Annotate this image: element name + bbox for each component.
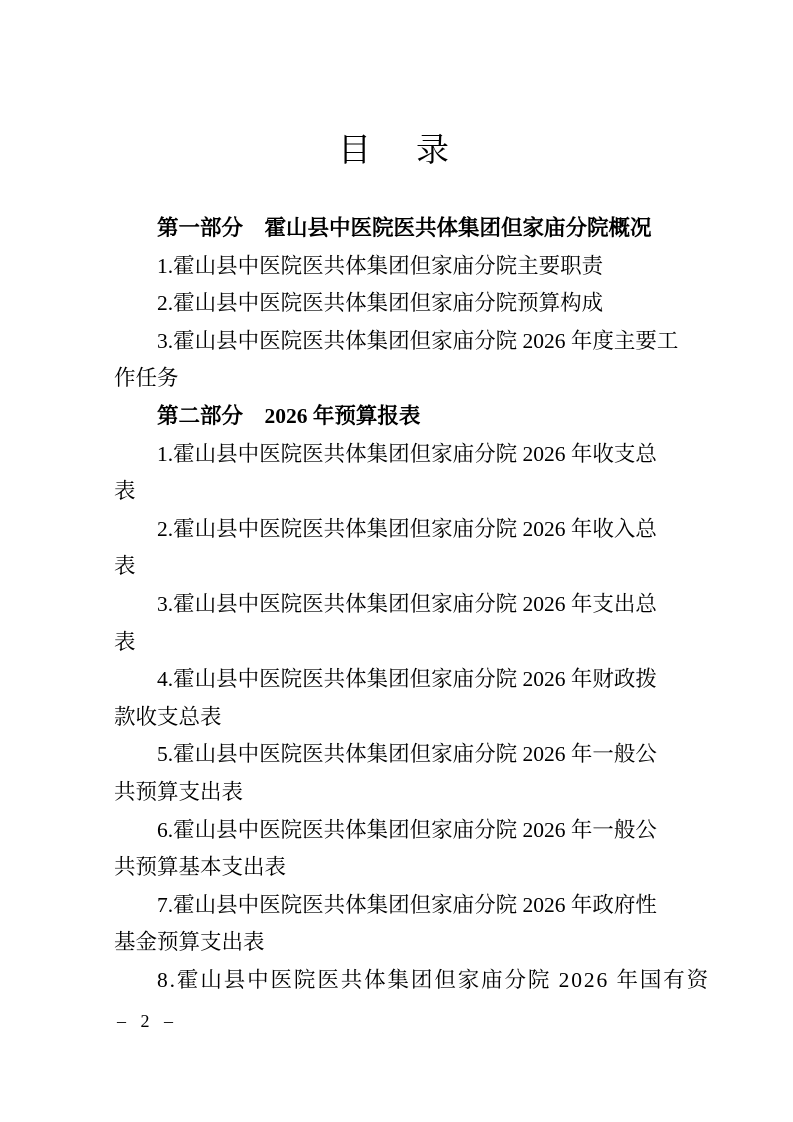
section-heading-part2: 第二部分 2026 年预算报表 bbox=[157, 403, 421, 428]
page-title: 目 录 bbox=[338, 133, 455, 169]
toc-entry-part2-item2: 2.霍山县中医院医共体集团但家庙分院 2026 年收入总 表 bbox=[114, 516, 657, 579]
toc-entry-part2-item1: 1.霍山县中医院医共体集团但家庙分院 2026 年收支总 表 bbox=[114, 441, 657, 504]
toc-entry-part2-item3: 3.霍山县中医院医共体集团但家庙分院 2026 年支出总 表 bbox=[114, 591, 657, 654]
toc-entry-part1-item1: 1.霍山县中医院医共体集团但家庙分院主要职责 bbox=[157, 253, 604, 278]
page-number: – 2 – bbox=[117, 1011, 178, 1031]
toc-entry-part1-item3: 3.霍山县中医院医共体集团但家庙分院 2026 年度主要工 作任务 bbox=[114, 328, 679, 391]
toc-entry-part2-item7: 7.霍山县中医院医共体集团但家庙分院 2026 年政府性 基金预算支出表 bbox=[114, 892, 657, 955]
table-of-contents bbox=[114, 210, 714, 999]
toc-entry-part2-item4: 4.霍山县中医院医共体集团但家庙分院 2026 年财政拨 款收支总表 bbox=[114, 667, 657, 729]
toc-entry-part2-item8: 8.霍山县中医院医共体集团但家庙分院 2026 年国有资 bbox=[157, 967, 711, 992]
section-heading-part1: 第一部分 霍山县中医院医共体集团但家庙分院概况 bbox=[157, 216, 652, 240]
toc-entry-part1-item2: 2.霍山县中医院医共体集团但家庙分院预算构成 bbox=[157, 291, 604, 316]
toc-entry-part2-item6: 6.霍山县中医院医共体集团但家庙分院 2026 年一般公 共预算基本支出表 bbox=[114, 817, 657, 880]
toc-entry-part2-item5: 5.霍山县中医院医共体集团但家庙分院 2026 年一般公 共预算支出表 bbox=[114, 742, 657, 804]
